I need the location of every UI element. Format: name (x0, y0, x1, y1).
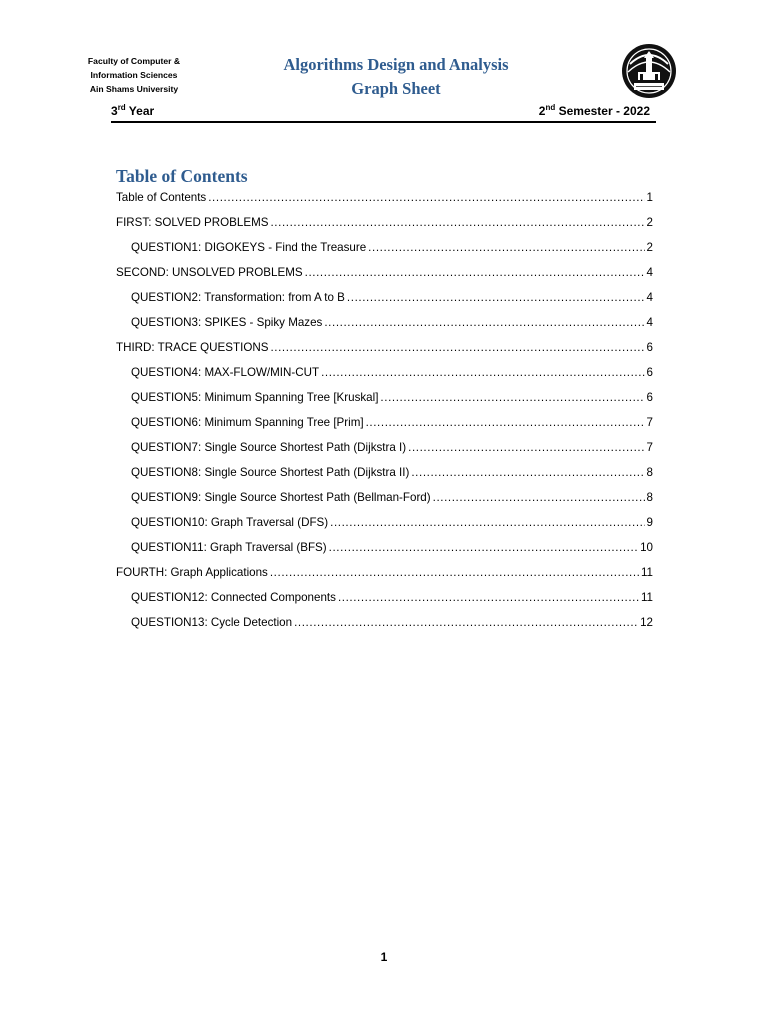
toc-entry[interactable] (116, 188, 653, 213)
toc-entry-page: 6 (646, 341, 653, 354)
faculty-name (80, 54, 188, 96)
toc-entry-page: 11 (640, 591, 653, 604)
toc-entry-page: 6 (646, 391, 653, 404)
toc-entry-page: 7 (646, 441, 653, 454)
toc-entry-label: QUESTION5: Minimum Spanning Tree [Kruskal] (131, 391, 379, 404)
toc-entry-page: 10 (640, 541, 653, 554)
toc-dot-leader (270, 563, 639, 583)
toc-dot-leader (324, 313, 644, 333)
toc-dot-leader (433, 488, 645, 508)
toc-dot-leader (329, 538, 638, 558)
toc-entry-label: QUESTION6: Minimum Spanning Tree [Prim] (131, 416, 364, 429)
toc-entry[interactable] (116, 563, 653, 588)
toc-entry-label: FOURTH: Graph Applications (116, 566, 268, 579)
toc-entry[interactable] (116, 388, 653, 413)
semester: 2nd Semester - 2022 (538, 103, 650, 118)
toc-entry-label: QUESTION13: Cycle Detection (131, 616, 293, 629)
header-divider (111, 121, 656, 123)
toc-entry-page: 2 (646, 241, 653, 254)
toc-entry-page: 4 (646, 291, 653, 304)
toc-entry-page: 9 (646, 516, 653, 529)
toc-dot-leader (270, 213, 644, 233)
table-of-contents (116, 188, 653, 638)
toc-entry[interactable] (116, 463, 653, 488)
year-semester-line (111, 104, 656, 122)
toc-entry-label: QUESTION11: Graph Traversal (BFS) (131, 541, 327, 554)
toc-dot-leader (411, 463, 644, 483)
toc-dot-leader (380, 388, 644, 408)
toc-entry-page: 4 (646, 266, 653, 279)
sheet-title: Graph Sheet (351, 79, 441, 98)
toc-entry[interactable] (116, 513, 653, 538)
toc-entry[interactable] (116, 413, 653, 438)
faculty-line: Faculty of Computer & (87, 56, 181, 66)
toc-entry[interactable] (116, 588, 653, 613)
course-title: Algorithms Design and Analysis (283, 55, 509, 74)
toc-entry-page: 11 (640, 566, 653, 579)
toc-entry-label: QUESTION12: Connected Components (131, 591, 336, 604)
university-logo-icon (620, 42, 678, 100)
toc-dot-leader (321, 363, 644, 383)
toc-dot-leader (347, 288, 645, 308)
toc-dot-leader (366, 413, 645, 433)
toc-entry[interactable] (116, 613, 653, 638)
toc-dot-leader (408, 438, 644, 458)
faculty-line: Ain Shams University (89, 84, 179, 94)
toc-dot-leader (368, 238, 644, 258)
toc-entry-label: SECOND: UNSOLVED PROBLEMS (116, 266, 303, 279)
toc-entry[interactable] (116, 438, 653, 463)
toc-entry-label: QUESTION1: DIGOKEYS - Find the Treasure (131, 241, 367, 254)
toc-entry-label: QUESTION10: Graph Traversal (DFS) (131, 516, 329, 529)
toc-entry-label: QUESTION2: Transformation: from A to B (131, 291, 345, 304)
toc-entry[interactable] (116, 338, 653, 363)
toc-entry-label: QUESTION8: Single Source Shortest Path (Dijkstra II) (131, 466, 410, 479)
toc-dot-leader (208, 188, 644, 208)
toc-entry[interactable] (116, 213, 653, 238)
toc-entry-label: QUESTION4: MAX-FLOW/MIN-CUT (131, 366, 320, 379)
toc-dot-leader (305, 263, 645, 283)
toc-entry-page: 4 (646, 316, 653, 329)
toc-entry[interactable] (116, 363, 653, 388)
toc-entry[interactable] (116, 238, 653, 263)
faculty-line: Information Sciences (90, 70, 178, 80)
toc-heading: Table of Contents (116, 166, 248, 186)
toc-entry-page: 8 (646, 466, 653, 479)
toc-entry-label: QUESTION7: Single Source Shortest Path (Dijkstra I) (131, 441, 407, 454)
toc-dot-leader (330, 513, 644, 533)
toc-entry-page: 7 (646, 416, 653, 429)
toc-dot-leader (294, 613, 638, 633)
toc-entry-label: QUESTION3: SPIKES - Spiky Mazes (131, 316, 323, 329)
toc-entry-label: THIRD: TRACE QUESTIONS (116, 341, 269, 354)
toc-entry[interactable] (116, 488, 653, 513)
toc-entry[interactable] (116, 538, 653, 563)
document-titles (236, 53, 556, 101)
toc-dot-leader (338, 588, 639, 608)
toc-entry-label: Table of Contents (116, 191, 207, 204)
toc-entry-page: 2 (646, 216, 653, 229)
toc-entry-page: 12 (640, 616, 653, 629)
toc-dot-leader (270, 338, 644, 358)
toc-entry-page: 6 (646, 366, 653, 379)
toc-entry[interactable] (116, 288, 653, 313)
academic-year: 3rd Year (111, 103, 155, 118)
toc-entry[interactable] (116, 263, 653, 288)
toc-entry[interactable] (116, 313, 653, 338)
toc-entry-page: 1 (646, 191, 653, 204)
page-number: 1 (380, 950, 388, 964)
toc-entry-label: QUESTION9: Single Source Shortest Path (Bellman-Ford) (131, 491, 431, 504)
toc-entry-label: FIRST: SOLVED PROBLEMS (116, 216, 269, 229)
toc-entry-page: 8 (646, 491, 653, 504)
